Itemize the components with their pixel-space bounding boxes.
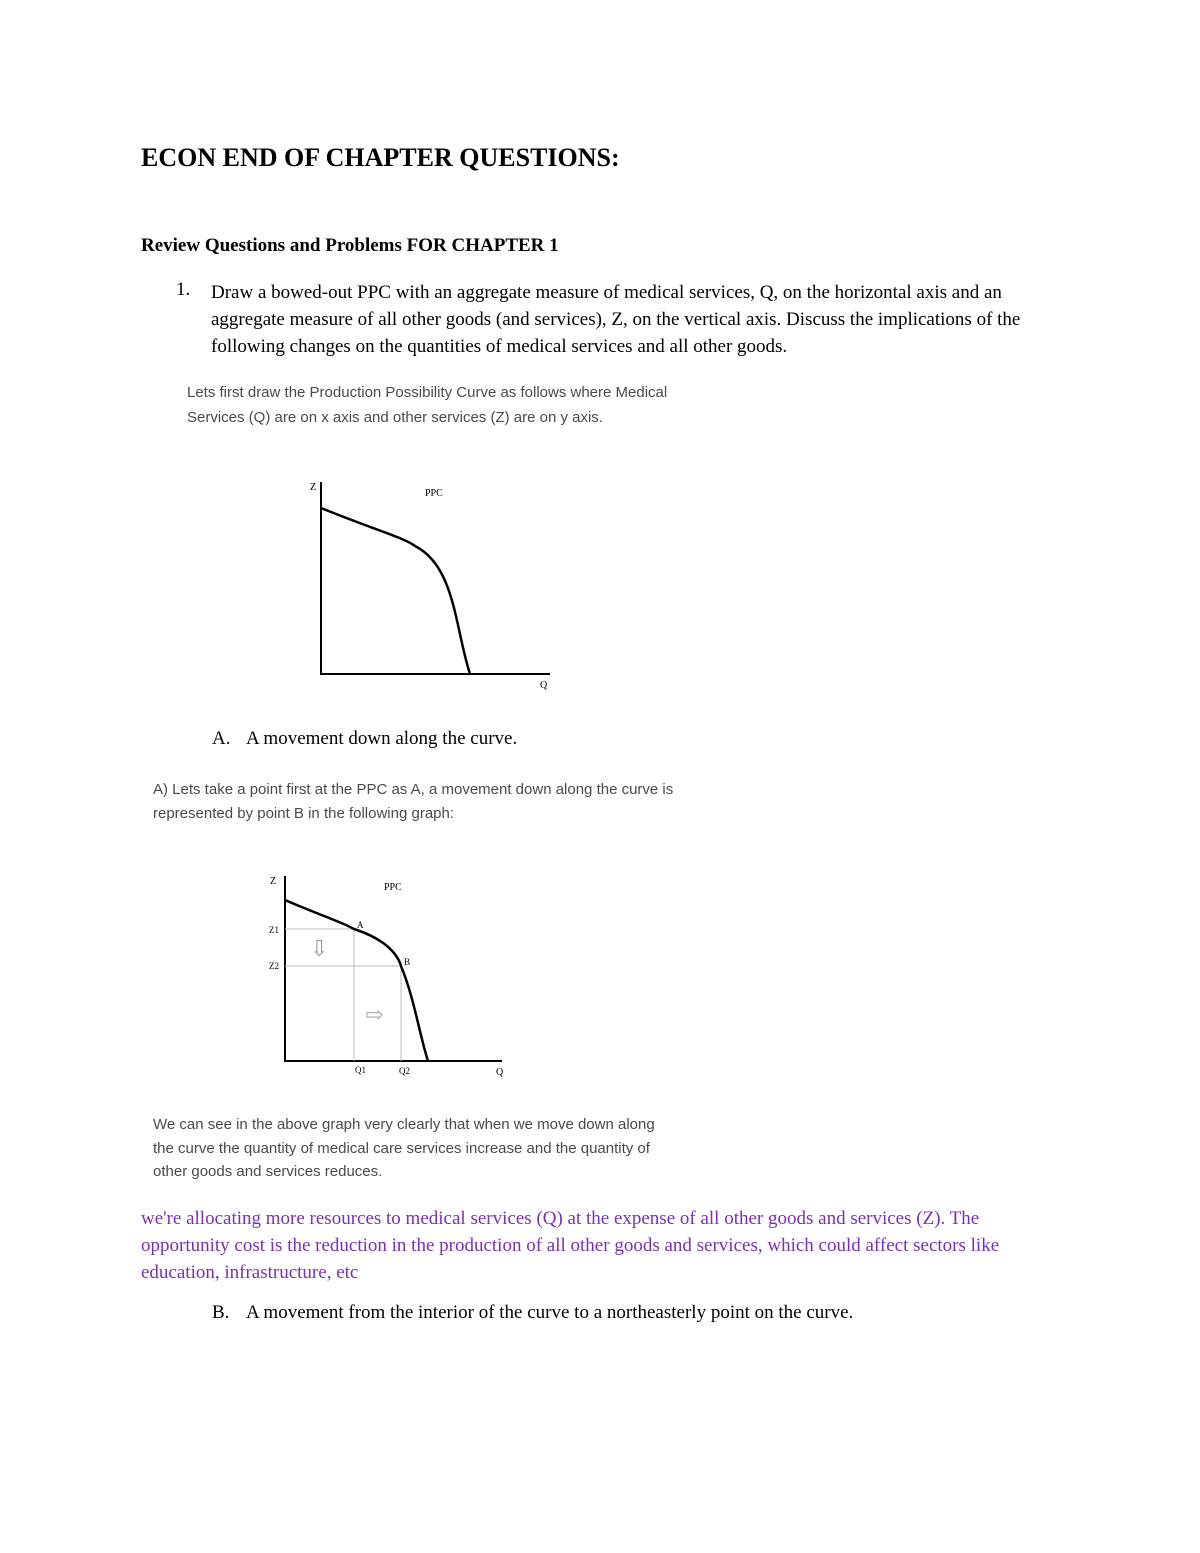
answer-a-text: we're allocating more resources to medical services (Q) at the expense of all other goods and services (Z). The opportunity cost is the reduction in the production of all other goods and services, which could affect sectors like education, infrastructure, etc xyxy=(141,1208,1000,1283)
q2-label: Q2 xyxy=(399,1066,410,1076)
down-arrow-icon: ⇩ xyxy=(310,936,329,961)
part-b-letter: B. xyxy=(212,1302,230,1323)
intro-screenshot-line-1: Lets first draw the Production Possibility Curve as follows where Medical xyxy=(187,384,668,401)
y-axis-label: Z xyxy=(310,482,317,493)
ppc-movement-graph xyxy=(262,872,517,1082)
part-b-text: A movement from the interior of the curve to a northeasterly point on the curve. xyxy=(246,1302,854,1323)
z1-label: Z1 xyxy=(269,925,279,935)
part-a-text: A movement down along the curve. xyxy=(246,728,518,749)
x-axis-label: Q xyxy=(540,680,548,691)
y-axis-label: Z xyxy=(270,876,277,887)
curve-label: PPC xyxy=(384,882,402,893)
z2-label: Z2 xyxy=(269,961,279,971)
part-b-item xyxy=(212,1302,853,1324)
x-axis-label: Q xyxy=(496,1067,504,1078)
section-heading: Review Questions and Problems FOR CHAPTER 1 xyxy=(141,235,559,256)
part-a-screenshot-line-1: A) Lets take a point first at the PPC as A, a movement down along the curve is xyxy=(153,781,674,798)
part-a-screenshot-line-2: represented by point B in the following graph: xyxy=(153,805,455,822)
curve-label: PPC xyxy=(425,488,443,499)
intro-screenshot-line-2: Services (Q) are on x axis and other services (Z) are on y axis. xyxy=(187,409,603,426)
point-a-label: A xyxy=(357,920,364,930)
question-text: Draw a bowed-out PPC with an aggregate measure of medical services, Q, on the horizontal axis and an aggregate measure of all other goods (and services), Z, on the vertical axis. Discuss the implications of the following changes on the quantities of medical services and all other goods. xyxy=(211,282,1021,357)
q1-label: Q1 xyxy=(355,1065,366,1075)
part-a-letter: A. xyxy=(212,728,231,749)
ppc-curve xyxy=(321,508,470,674)
point-b-label: B xyxy=(404,957,411,967)
conclusion-line-3: other goods and services reduces. xyxy=(153,1163,383,1180)
conclusion-line-1: We can see in the above graph very clearly that when we move down along xyxy=(153,1116,655,1133)
question-number: 1. xyxy=(176,279,191,300)
part-a-item xyxy=(212,728,517,750)
conclusion-line-2: the curve the quantity of medical care services increase and the quantity of xyxy=(153,1140,650,1157)
right-arrow-icon: ⇨ xyxy=(365,1002,384,1027)
ppc-graph xyxy=(300,478,560,693)
document-title: ECON END OF CHAPTER QUESTIONS: xyxy=(141,143,620,172)
